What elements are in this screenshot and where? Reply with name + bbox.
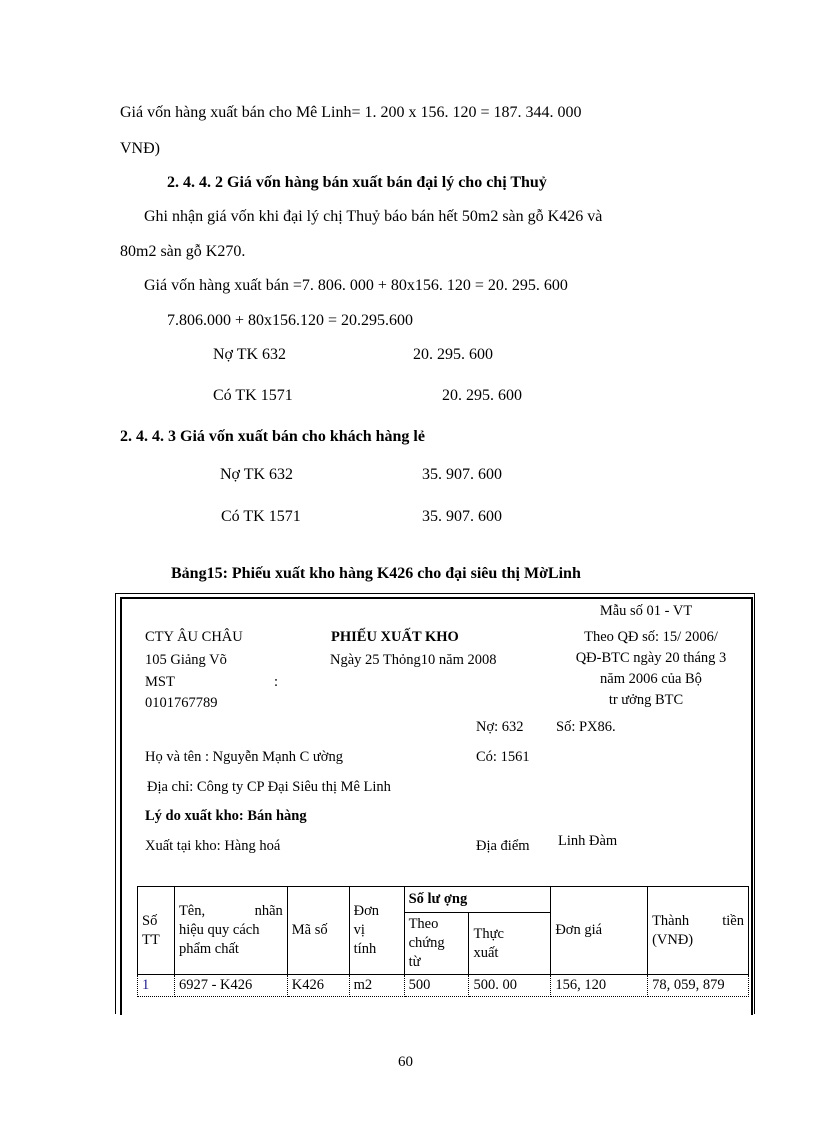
header-doc-qty: Theo chứng từ [404,913,469,975]
cell-unit: m2 [349,975,404,997]
location-value: Linh Đàm [558,833,618,849]
table-row [138,975,749,997]
header-actual-qty: Thực xuất [469,913,551,975]
heading-2442: 2. 4. 4. 2 Giá vốn hàng bán xuất bán đại lý cho chị Thuỷ [167,174,547,191]
header-item-name: Tên, nhãn hiệu quy cách phẩm chất [174,887,287,975]
cell-actual-qty: 500. 00 [469,975,551,997]
cell-code: K426 [287,975,349,997]
header-amount: Thành tiền (VNĐ) [648,887,749,975]
entry2-credit-label: Có TK 1571 [221,508,301,525]
form-number: Số: PX86. [556,719,616,735]
recipient-name: Họ và tên : Nguyễn Mạnh C ường [145,749,343,765]
header-quantity: Số lư ợng [404,887,551,913]
cell-unit-price: 156, 120 [551,975,648,997]
entry2-debit-label: Nợ TK 632 [220,466,294,483]
cell-item-name: 6927 - K426 [174,975,287,997]
location-label: Địa điểm [476,838,530,854]
para-mel-linh-cost-cont: VNĐ) [120,140,160,157]
mst-label: MST [145,674,175,690]
para-cost-calculation: 7.806.000 + 80x156.120 = 20.295.600 [167,312,414,329]
header-code: Mã số [287,887,349,975]
mst-colon: : [274,674,279,690]
heading-2443: 2. 4. 4. 3 Giá vốn xuất bán cho khách hàng lẻ [120,428,425,445]
template-line3: QĐ-BTC ngày 20 tháng 3 [575,650,727,666]
form-debit: Nợ: 632 [476,719,524,735]
form-credit: Có: 1561 [476,749,530,765]
entry2-debit-amount: 35. 907. 600 [422,466,502,483]
para-cost-formula: Giá vốn hàng xuất bán =7. 806. 000 + 80x156. 120 = 20. 295. 600 [144,277,568,294]
cell-stt: 1 [138,975,175,997]
para-record-cost: Ghi nhận giá vốn khi đại lý chị Thuỷ báo bán hết 50m2 sàn gỗ K426 và [144,208,603,225]
cell-doc-qty: 500 [404,975,469,997]
cell-amount: 78, 059, 879 [648,975,749,997]
entry1-credit-amount: 20. 295. 600 [442,387,522,404]
form-date: Ngày 25 Thỏng10 năm 2008 [330,652,497,668]
warehouse: Xuất tại kho: Hàng hoá [145,838,281,854]
items-table [137,886,749,997]
recipient-address: Địa chỉ: Công ty CP Đại Siêu thị Mê Linh [147,779,391,795]
para-mel-linh-cost: Giá vốn hàng xuất bán cho Mê Linh= 1. 200 x 156. 120 = 187. 344. 000 [120,104,582,121]
entry2-credit-amount: 35. 907. 600 [422,508,502,525]
company-name: CTY ÂU CHÂU [145,629,243,645]
template-line1: Mẫu số 01 - VT [599,603,693,619]
table-header-row-1 [138,887,749,913]
header-stt: Số TT [138,887,175,975]
entry1-credit-label: Có TK 1571 [213,387,293,404]
mst-value: 0101767789 [145,695,218,711]
template-line2: Theo QĐ số: 15/ 2006/ [584,629,718,645]
entry1-debit-label: Nợ TK 632 [213,346,287,363]
company-address: 105 Giảng Võ [145,652,227,668]
entry1-debit-amount: 20. 295. 600 [413,346,493,363]
issue-reason: Lý do xuất kho: Bán hàng [145,808,307,824]
para-record-cost-cont: 80m2 sàn gỗ K270. [120,243,246,260]
table-caption: Bảng15: Phiếu xuất kho hàng K426 cho đại siêu thị MờLinh [171,565,581,582]
header-unit: Đơn vị tính [349,887,404,975]
template-line5: tr ưởng BTC [608,692,684,708]
template-line4: năm 2006 của Bộ [600,671,702,687]
form-title: PHIẾU XUẤT KHO [331,629,459,645]
page-number: 60 [398,1054,413,1070]
header-unit-price: Đơn giá [551,887,648,975]
